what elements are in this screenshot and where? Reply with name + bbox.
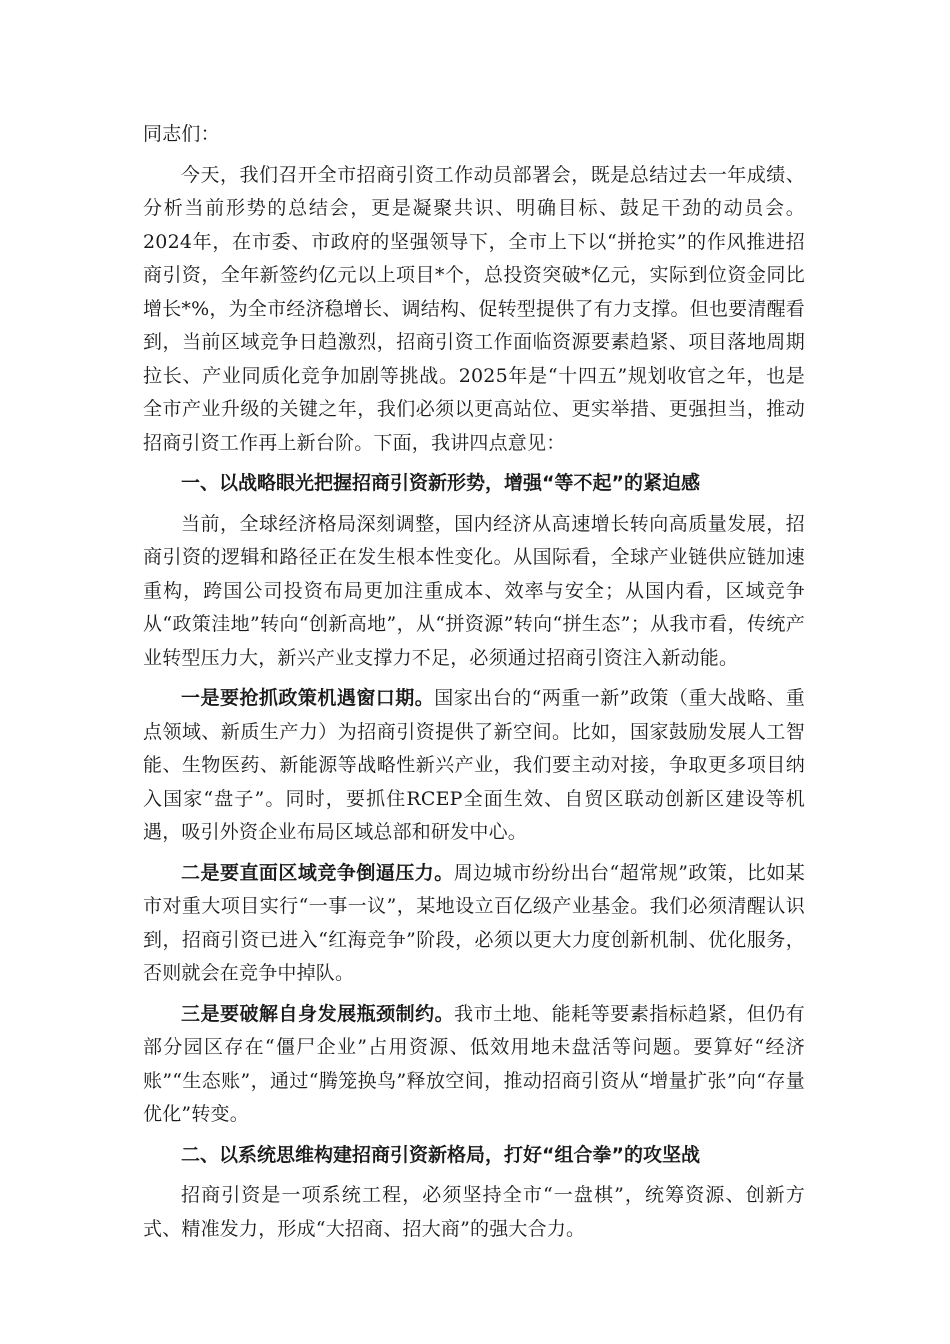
point-1-text: 国家出台的“两重一新”政策（重大战略、重点领域、新质生产力）为招商引资提供了新空间。比如，国家鼓励发展人工智能、生物医药、新能源等战略性新兴产业，我们要主动对接，争取更多项目纳入国家“盘子”。同时，要抓住RCEP全面生效、自贸区联动创新区建设等机遇，吸引外资企业布局区域总部和研发中心。 — [143, 687, 805, 843]
salutation: 同志们： — [143, 123, 220, 145]
point-3-text: 我市土地、能耗等要素指标趋紧，但仍有部分园区存在“僵尸企业”占用资源、低效用地未盘活等问题。要算好“经济账”“生态账”，通过“腾笼换鸟”释放空间，推动招商引资从“增量扩张”向“存量优化”转变。 — [143, 1002, 805, 1125]
point-2-text: 周边城市纷纷出台“超常规”政策，比如某市对重大项目实行“一事一议”，某地设立百亿级产业基金。我们必须清醒认识到，招商引资已进入“红海竞争”阶段，必须以更大力度创新机制、优化服务，否则就会在竞争中掉队。 — [143, 861, 805, 984]
point-3-paragraph — [143, 998, 805, 1132]
point-2-lead: 二是要直面区域竞争倒逼压力。 — [181, 861, 454, 884]
section-2-heading: 二、以系统思维构建招商引资新格局，打好“组合拳”的攻坚战 — [181, 1143, 700, 1166]
point-3-lead: 三是要破解自身发展瓶颈制约。 — [181, 1002, 455, 1025]
point-1-paragraph — [143, 682, 805, 850]
section-1-heading: 一、以战略眼光把握招商引资新形势，增强“等不起”的紧迫感 — [181, 472, 700, 494]
point-1-lead: 一是要抢抓政策机遇窗口期。 — [181, 687, 435, 709]
document-page — [143, 118, 805, 1246]
point-2-paragraph — [143, 857, 805, 991]
section-1-body: 当前，全球经济格局深刻调整，国内经济从高速增长转向高质量发展，招商引资的逻辑和路径正在发生根本性变化。从国际看，全球产业链供应链加速重构，跨国公司投资布局更加注重成本、效率与安全；从国内看，区域竞争从“政策洼地”转向“创新高地”，从“拼资源”转向“拼生态”；从我市看，传统产业转型压力大，新兴产业支撑力不足，必须通过招商引资注入新动能。 — [143, 512, 805, 669]
section-2-body: 招商引资是一项系统工程，必须坚持全市“一盘棋”，统筹资源、创新方式、精准发力，形成“大招商、招大商”的强大合力。 — [143, 1184, 805, 1240]
intro-paragraph: 今天，我们召开全市招商引资工作动员部署会，既是总结过去一年成绩、分析当前形势的总结会，更是凝聚共识、明确目标、鼓足干劲的动员会。2024年，在市委、市政府的坚强领导下，全市上下以“拼抢实”的作风推进招商引资，全年新签约亿元以上项目*个，总投资突破*亿元，实际到位资金同比增长*%，为全市经济稳增长、调结构、促转型提供了有力支撑。但也要清醒看到，当前区域竞争日趋激烈，招商引资工作面临资源要素趋紧、项目落地周期拉长、产业同质化竞争加剧等挑战。2025年是“十四五”规划收官之年，也是全市产业升级的关键之年，我们必须以更高站位、更实举措、更强担当，推动招商引资工作再上新台阶。下面，我讲四点意见： — [143, 163, 805, 454]
